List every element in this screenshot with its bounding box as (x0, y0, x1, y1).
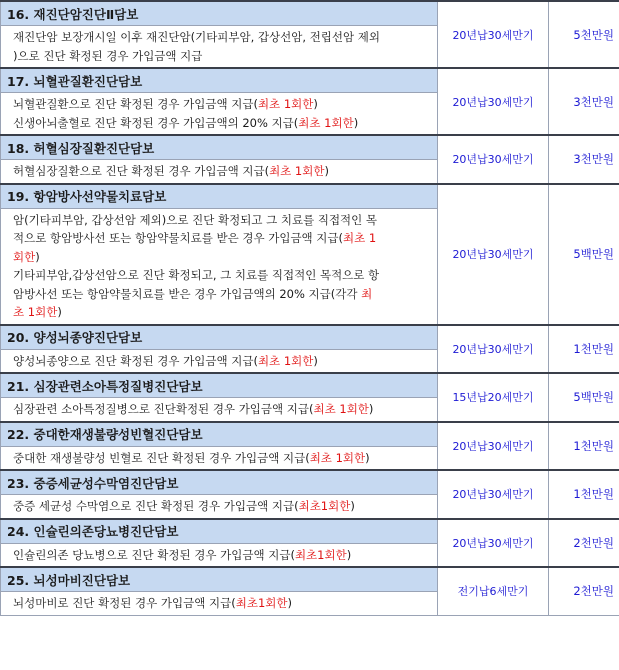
description-text: 암방사선 또는 항암약물치료를 받은 경우 가입금액의 20% 지급(각각 (13, 286, 362, 301)
coverage-description (1, 349, 438, 373)
coverage-title: 17. 뇌혈관질환진단담보 (1, 68, 438, 93)
description-text: ) (353, 115, 359, 130)
limit-note: 최초1회한 (298, 499, 351, 513)
coverage-title-row (1, 184, 619, 209)
limit-note: 최초1회한 (294, 547, 347, 562)
coverage-description (1, 592, 438, 616)
coverage-amount: 5천만원 (549, 1, 619, 68)
description-text: ) (350, 499, 355, 513)
coverage-amount: 1천만원 (549, 470, 619, 519)
coverage-amount: 1천만원 (549, 422, 619, 471)
description-text: ) (365, 450, 370, 465)
coverage-title-row (1, 519, 619, 544)
limit-note: 최초 1 (343, 231, 377, 245)
limit-note: 최초 1회한 (313, 402, 369, 416)
description-line (13, 285, 433, 304)
description-text: 재진단암 보장개시일 이후 재진단암(기타피부암, 갑상선암, 전립선암 제외 (13, 30, 380, 44)
coverage-term: 20년납30세만기 (438, 519, 549, 568)
description-line (13, 546, 433, 565)
description-text: ) (346, 547, 352, 562)
coverage-amount: 5백만원 (549, 373, 619, 422)
description-text: ) (368, 402, 374, 416)
coverage-description (1, 160, 438, 184)
coverage-title-row (1, 68, 619, 93)
coverage-title: 16. 재진단암진단Ⅱ담보 (1, 1, 438, 26)
coverage-title: 23. 중증세균성수막염진단담보 (1, 470, 438, 495)
coverage-term: 20년납30세만기 (438, 184, 549, 325)
coverage-description (1, 495, 438, 519)
description-line (13, 211, 433, 230)
description-text: 신생아뇌출혈로 진단 확정된 경우 가입금액의 20% 지급( (13, 115, 299, 130)
description-text: 적으로 항암방사선 또는 항암약물치료를 받은 경우 가입금액 지급( (13, 231, 344, 245)
coverage-table-body (1, 1, 619, 615)
description-text: ) (287, 596, 292, 610)
coverage-term: 20년납30세만기 (438, 422, 549, 471)
limit-note: 최초 1회한 (309, 450, 366, 465)
coverage-title: 20. 양성뇌종양진단담보 (1, 325, 438, 350)
coverage-title: 25. 뇌성마비진단담보 (1, 567, 438, 592)
coverage-title-row (1, 373, 619, 398)
description-text: ) (57, 305, 62, 319)
description-line (13, 229, 433, 248)
coverage-amount: 3천만원 (549, 68, 619, 135)
description-text: 기타피부암,갑상선암으로 진단 확정되고, 그 치료를 직접적인 목적으로 항 (13, 268, 380, 282)
description-text: 암(기타피부암, 갑상선암 제외)으로 진단 확정되고 그 치료를 직접적인 목 (13, 212, 378, 227)
description-line (13, 162, 433, 181)
coverage-amount: 3천만원 (549, 135, 619, 184)
coverage-title: 19. 항암방사선약물치료담보 (1, 184, 438, 209)
coverage-description (1, 398, 438, 422)
coverage-amount: 1천만원 (549, 325, 619, 374)
description-text: ) (313, 97, 318, 111)
coverage-term: 20년납30세만기 (438, 1, 549, 68)
coverage-amount: 5백만원 (549, 184, 619, 325)
description-text: 양성뇌종양으로 진단 확정된 경우 가입금액 지급( (13, 353, 258, 368)
coverage-title-row (1, 422, 619, 447)
description-line (13, 47, 433, 66)
coverage-title: 24. 인슐린의존당뇨병진단담보 (1, 519, 438, 544)
description-line (13, 266, 433, 285)
description-text: 뇌혈관질환으로 진단 확정된 경우 가입금액 지급( (13, 97, 258, 111)
description-line (13, 303, 433, 322)
description-text: )으로 진단 확정된 경우 가입금액 지급 (13, 48, 203, 63)
coverage-term: 20년납30세만기 (438, 325, 549, 374)
coverage-description (1, 26, 438, 69)
limit-note: 최초 1회한 (269, 164, 325, 178)
description-line (13, 114, 433, 133)
description-line (13, 248, 433, 267)
description-line (13, 594, 433, 613)
coverage-title-row (1, 135, 619, 160)
coverage-description (1, 93, 438, 136)
limit-note: 최초 1회한 (298, 115, 354, 130)
limit-note: 최초 1회한 (257, 353, 314, 368)
coverage-term: 20년납30세만기 (438, 68, 549, 135)
description-text: ) (324, 164, 329, 178)
coverage-title: 21. 심장관련소아특정질병진단담보 (1, 373, 438, 398)
description-line (13, 352, 433, 371)
description-line (13, 400, 433, 419)
limit-note: 초 1회한 (13, 305, 58, 319)
coverage-description (1, 446, 438, 470)
description-line (13, 28, 433, 47)
coverage-description (1, 208, 438, 325)
description-text: 뇌성마비로 진단 확정된 경우 가입금액 지급( (13, 596, 236, 610)
description-text: 심장관련 소아특정질병으로 진단확정된 경우 가입금액 지급( (13, 402, 314, 416)
coverage-term: 20년납30세만기 (438, 135, 549, 184)
coverage-title-row (1, 567, 619, 592)
description-text: 허혈심장질환으로 진단 확정된 경우 가입금액 지급( (13, 164, 270, 178)
limit-note: 회한 (13, 249, 36, 264)
description-text: 인슐린의존 당뇨병으로 진단 확정된 경우 가입금액 지급( (13, 547, 295, 562)
coverage-title: 18. 허혈심장질환진단담보 (1, 135, 438, 160)
description-line (13, 449, 433, 468)
coverage-description (1, 543, 438, 567)
coverage-amount: 2천만원 (549, 567, 619, 615)
limit-note: 최 (361, 286, 373, 301)
description-line (13, 95, 433, 114)
coverage-term: 20년납30세만기 (438, 470, 549, 519)
coverage-title-row (1, 325, 619, 350)
coverage-term: 15년납20세만기 (438, 373, 549, 422)
limit-note: 최초1회한 (235, 596, 288, 610)
description-line (13, 497, 433, 516)
description-text: ) (35, 249, 40, 264)
coverage-amount: 2천만원 (549, 519, 619, 568)
description-text: 중증 세균성 수막염으로 진단 확정된 경우 가입금액 지급( (13, 499, 299, 513)
coverage-title: 22. 중대한재생불량성빈혈진단담보 (1, 422, 438, 447)
coverage-title-row (1, 470, 619, 495)
description-text: 중대한 재생불량성 빈혈로 진단 확정된 경우 가입금액 지급( (13, 450, 310, 465)
description-text: ) (313, 353, 318, 368)
coverage-title-row (1, 1, 619, 26)
coverage-term: 전기납6세만기 (438, 567, 549, 615)
limit-note: 최초 1회한 (257, 97, 314, 111)
